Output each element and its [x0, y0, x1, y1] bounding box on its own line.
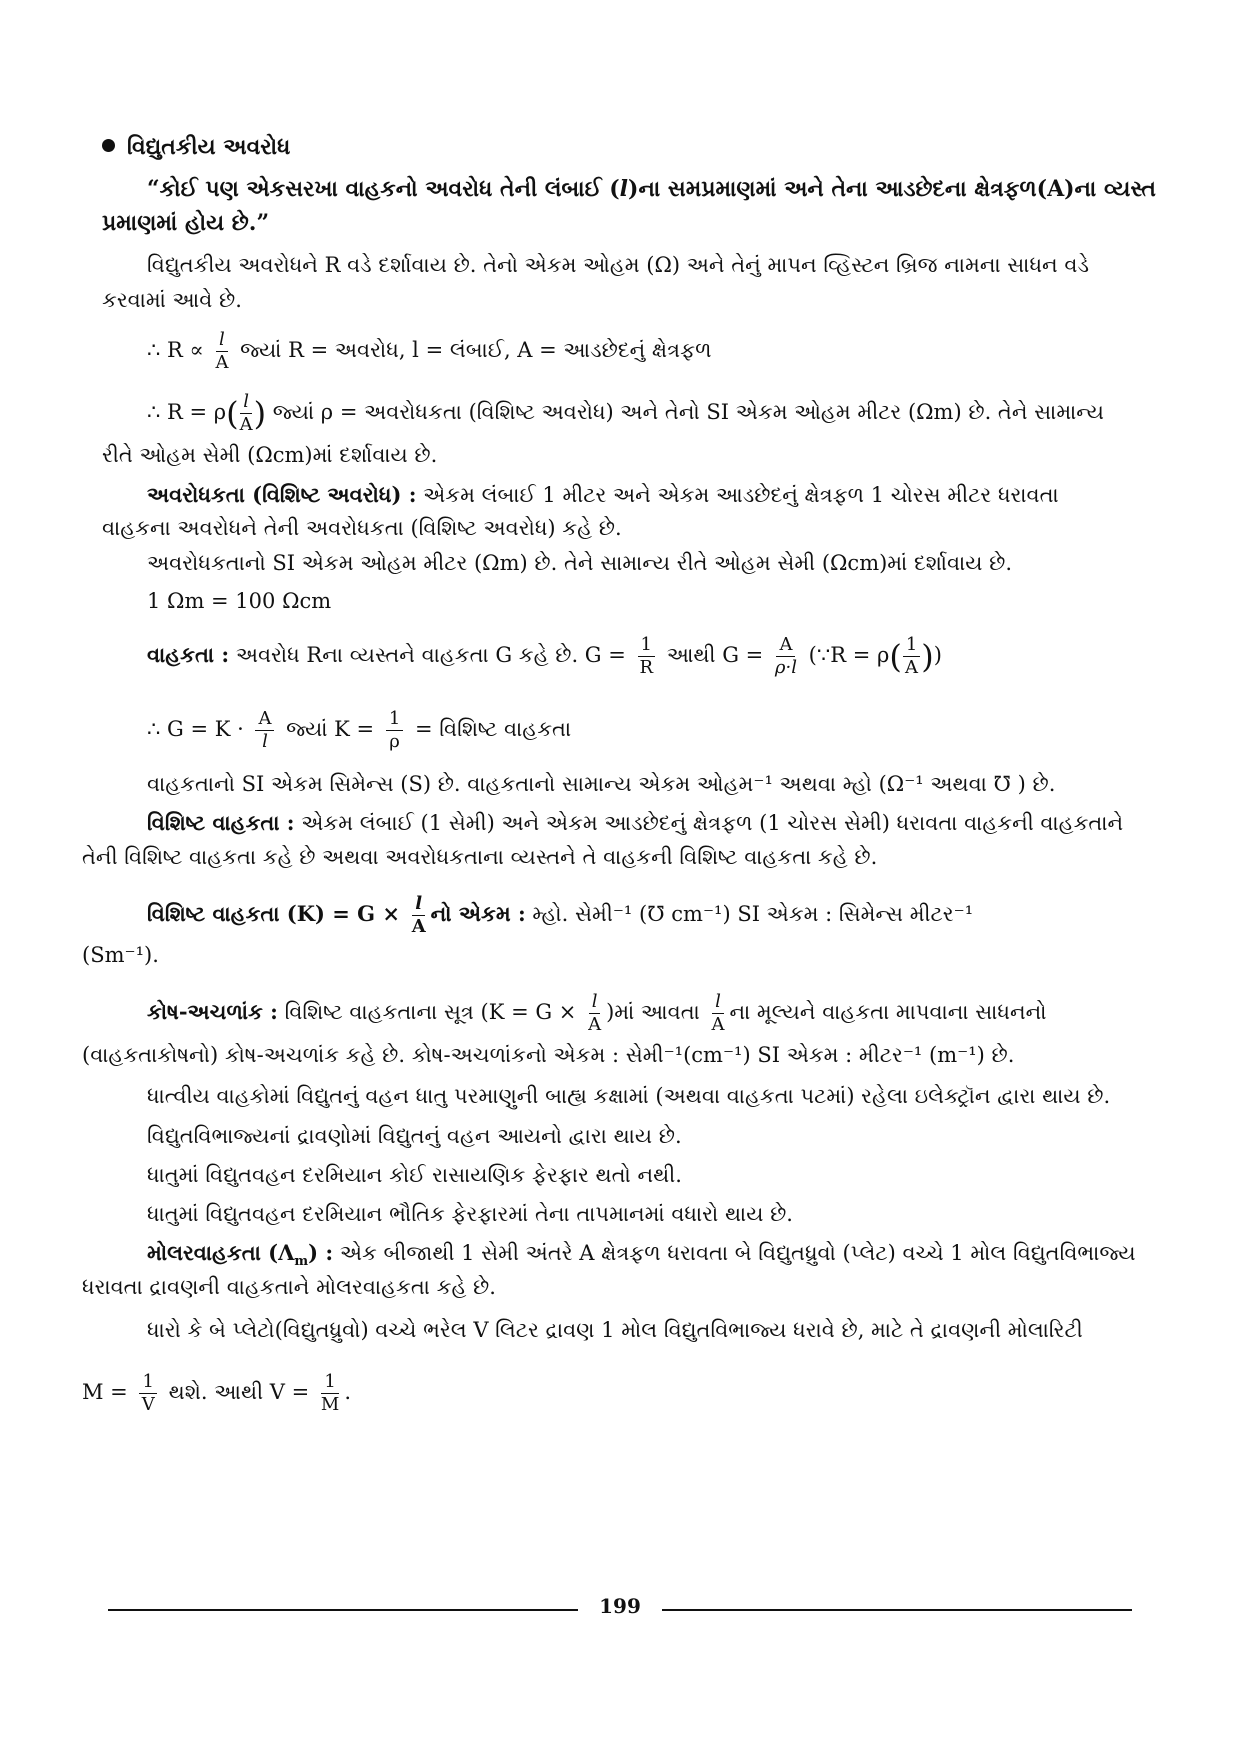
paragraph-line: ધરાવતા દ્રાવણની વાહકતાને મોલરવાહકતા કહે છે.	[82, 1275, 496, 1299]
page-number: 199	[599, 1594, 641, 1618]
paragraph-line: (વાહકતાકોષનો) કોષ-અચળાંક કહે છે. કોષ-અચળાંકનો એકમ : સેમી⁻¹(cm⁻¹) SI એકમ : મીટર⁻¹ (m⁻¹) છે.	[82, 1043, 1015, 1067]
fraction: $\frac{1}{M}$	[320, 1371, 340, 1415]
conductance-definition: વાહકતા : અવરોધ Rના વ્યસ્તને વાહકતા G કહે છે. G = $\frac{1}{R}$ આથી G = $\frac{A}{\rho\cdot l}$ (∵R = ρ( $\frac{1}{A}$ ))	[147, 634, 942, 678]
resistivity-definition: અવરોધકતા (વિશિષ્ટ અવરોધ) : એકમ લંબાઈ 1 મીટર અને એકમ આડછેદનું ક્ષેત્રફળ 1 ચોરસ મીટર ધરાવતા	[147, 482, 1059, 507]
fraction: $\frac{l}{A}$	[711, 991, 725, 1035]
fact-line: ધાત્વીય વાહકોમાં વિદ્યુતનું વહન ધાતુ પરમાણુની બાહ્ય કક્ષામાં (અથવા વાહકતા પટમાં) રહેલા ઇલેક્ટ્રૉન દ્વારા થાય છે.	[147, 1084, 1111, 1108]
paragraph-line: ધારો કે બે પ્લેટો(વિદ્યુતધ્રુવો) વચ્ચે ભરેલ V લિટર દ્રાવણ 1 મોલ વિદ્યુતવિભાજ્ય ધરાવે છે, માટે તે દ્રાવણની મોલારિટી	[147, 1318, 1083, 1342]
paragraph-line: વાહકના અવરોધને તેની અવરોધકતા (વિશિષ્ટ અવરોધ) કહે છે.	[102, 516, 622, 540]
paragraph-line: રીતે ઓહમ સેમી (Ωcm)માં દર્શાવાય છે.	[102, 443, 438, 467]
fraction: $\frac{1}{R}$	[639, 634, 654, 678]
fraction: $\frac{l}{A}$	[239, 391, 253, 435]
section-heading: વિદ્યુતકીય અવરોધ	[102, 132, 290, 162]
paragraph-line: તેની વિશિષ્ટ વાહકતા કહે છે અથવા અવરોધકતાના વ્યસ્તને તે વાહકની વિશિષ્ટ વાહકતા કહે છે.	[82, 845, 878, 869]
bullet-icon	[102, 139, 115, 152]
fraction: $\frac{1}{\rho}$	[386, 710, 403, 751]
paragraph-line: વિદ્યુતકીય અવરોધને R વડે દર્શાવાય છે. તેનો એકમ ઓહમ (Ω) અને તેનું માપન વ્હિસ્ટન બ્રિજ નામના સાધન વડે	[147, 253, 1089, 277]
unit-conversion: 1 Ωm = 100 Ωcm	[147, 589, 332, 613]
conductance-units: વાહકતાનો SI એકમ સિમેન્સ (S) છે. વાહકતાનો સામાન્ય એકમ ઓહમ⁻¹ અથવા મ્હો (Ω⁻¹ અથવા ℧ ) છે.	[147, 772, 1056, 796]
cell-constant-definition: કોષ-અચળાંક : વિશિષ્ટ વાહકતાના સૂત્ર (K = G × $\frac{l}{A}$ )માં આવતા $\frac{l}{A}$ ના મૂલ્યને વાહકતા માપવાના સાધનનો	[147, 991, 1047, 1035]
law-statement-line-2: પ્રમાણમાં હોય છે.”	[102, 210, 270, 236]
fraction: $\frac{l}{A}$	[215, 329, 229, 373]
equation-molarity: M = $\frac{1}{V}$ થશે. આથી V = $\frac{1}{M}$ .	[82, 1371, 352, 1415]
fact-line: વિદ્યુતવિભાજ્યનાં દ્રાવણોમાં વિદ્યુતનું વહન આયનો દ્વારા થાય છે.	[147, 1124, 682, 1148]
equation-proportionality: ∴ R ∝ $\frac{l}{A}$ જ્યાં R = અવરોધ, l = લંબાઈ, A = આડછેદનું ક્ષેત્રફળ	[147, 329, 712, 373]
specific-conductance-units: વિશિષ્ટ વાહકતા (K) = G × $\frac{l}{A}$ નો એકમ : મ્હો. સેમી⁻¹ (℧ cm⁻¹) SI એકમ : સિમેન્સ મીટર⁻¹	[147, 893, 974, 937]
law-statement-line-1: “કોઈ પણ એકસરખા વાહકનો અવરોધ તેની લંબાઈ (l)ના સમપ્રમાણમાં અને તેના આડછેદના ક્ષેત્રફળ(A)ના વ્યસ્ત	[147, 176, 1156, 202]
equation-specific-conductance: ∴ G = K · $\frac{A}{l}$ જ્યાં K = $\frac{1}{\rho}$ = વિશિષ્ટ વાહકતા	[147, 708, 572, 752]
fraction: $\frac{A}{\rho\cdot l}$	[774, 634, 797, 678]
footer-rule-right	[662, 1609, 1132, 1611]
molar-conductance-definition: મોલરવાહકતા $(\Lambda_m)$ : એક બીજાથી 1 સેમી અંતરે A ક્ષેત્રફળ ધરાવતા બે વિદ્યુતધ્રુવો (પ્લેટ) વચ્ચે 1 મોલ વિદ્યુતવિભાજ્ય	[147, 1240, 1136, 1270]
specific-conductance-definition: વિશિષ્ટ વાહકતા : એકમ લંબાઈ (1 સેમી) અને એકમ આડછેદનું ક્ષેત્રફળ (1 ચોરસ સેમી) ધરાવતા વાહકની વાહકતાને	[147, 810, 1124, 835]
fraction: $\frac{l}{A}$	[588, 991, 602, 1035]
fact-line: ધાતુમાં વિદ્યુતવહન દરમિયાન કોઈ રાસાયણિક ફેરફાર થતો નથી.	[147, 1163, 682, 1187]
fraction: $\frac{A}{l}$	[255, 710, 274, 751]
fact-line: ધાતુમાં વિદ્યુતવહન દરમિયાન ભૌતિક ફેરફારમાં તેના તાપમાનમાં વધારો થાય છે.	[147, 1202, 793, 1226]
fraction: $\frac{1}{A}$	[903, 636, 920, 677]
paragraph-line: અવરોધકતાનો SI એકમ ઓહમ મીટર (Ωm) છે. તેને સામાન્ય રીતે ઓહમ સેમી (Ωcm)માં દર્શાવાય છે.	[147, 551, 1013, 575]
equation-resistivity: ∴ R = ρ( $\frac{l}{A}$ ) જ્યાં ρ = અવરોધકતા (વિશિષ્ટ અવરોધ) અને તેનો SI એકમ ઓહમ મીટર (Ωm) છે. તેને સામાન્ય	[147, 391, 1105, 435]
paragraph-line: (Sm⁻¹).	[82, 943, 159, 967]
fraction: $\frac{l}{A}$	[411, 893, 426, 937]
paragraph-line: કરવામાં આવે છે.	[102, 288, 242, 312]
fraction: $\frac{1}{V}$	[139, 1373, 156, 1414]
footer-rule-left	[108, 1609, 578, 1611]
